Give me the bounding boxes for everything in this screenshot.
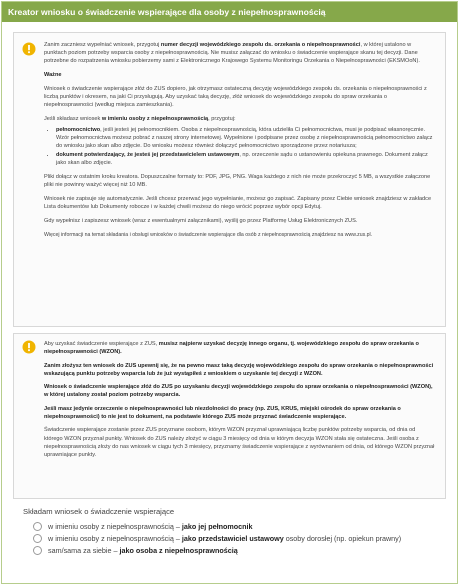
- warning-paragraph: Jeśli masz jedynie orzeczenie o niepełnosprawności lub niezdolności do pracy (np. ZUS, KRUS, miejski ośrodek do spraw orzekania o niepełnosprawności) to nie jest to dokument, na podstawie którego ZUS może przyznać świadczenie wspierające.: [44, 405, 401, 421]
- panel-title: Kreator wniosku o świadczenie wspierające dla osoby z niepełnosprawnością: [2, 2, 457, 22]
- radio-option-self[interactable]: [33, 546, 438, 555]
- radio-button[interactable]: [33, 534, 42, 543]
- warning-paragraph: Wniosek o świadczenie wspierające złóż do ZUS po uzyskaniu decyzji wojewódzkiego zespołu do spraw orzekania o niepełnosprawności (WZON), w której ustalony został poziom potrzeby wsparcia.: [44, 384, 433, 399]
- radio-label[interactable]: sam/sama za siebie – jako osoba z niepełnosprawnością: [48, 546, 238, 555]
- radio-option-legal-representative[interactable]: [33, 534, 438, 543]
- warning-icon: [22, 42, 36, 56]
- required-documents-list: [56, 126, 435, 167]
- intro-text: Zanim zaczniesz wypełniać wniosek, przygotuj numer decyzji wojewódzkiego zespołu ds. orzekania o niepełnosprawności, w której ustalono w punktach poziom potrzeby wsparcia osoby z niepełnosprawnością. Nie musisz załączać do wniosku o świadczenie wspierające skanu tej decyzji. Dane potrzebne do rozpatrzenia wniosku pobierzemy sami z Elektronicznego Krajowego Systemu Monitoringu Orzekania o Niepełnosprawności (EKSMOoN).: [44, 42, 420, 64]
- list-item: • dokument potwierdzający, że jesteś jej przedstawicielem ustawowym, np. orzeczenie sądu o ustanowieniu opiekuna prawnego. Dokument załącz jako skan albo zdjęcie.: [56, 151, 435, 167]
- list-item: • pełnomocnictwo, jeśli jesteś jej pełnomocnikiem. Osoba z niepełnosprawnością, która udzieliła Ci pełnomocnictwa, musi je podpisać własnoręcznie. Wzór pełnomocnictwa możesz pobrać z naszej strony internetowej. Wypełnione i podpisane przez osobę z niepełnosprawnością pełnomocnictwo załącz do wniosku jako skan albo zdjęcie. Do wniosku możesz również dołączyć pełnomocnictwo sporządzone przez notariusza;: [56, 126, 435, 150]
- attachments-text: Pliki dołącz w ostatnim kroku kreatora. Dopuszczalne formaty to: PDF, JPG, PNG. Waga każdego z nich nie może przekroczyć 5 MB, a wszystkie załączone pliki nie powinny ważyć więcej niż 10 MB.: [44, 174, 431, 188]
- warning-paragraph: Świadczenie wspierające zostanie przez ZUS przyznane osobom, którym WZON przyznał uprawniającą liczbę punktów potrzeby wsparcia, od dnia od którego WZON przyznał punkty. Wniosek do ZUS należy złożyć w ciągu 3 miesięcy od dnia w którym decyzja WZON stała się ostateczna. Jeśli osoba z niepełnosprawnością złoży do nas wniosek w ciągu tych 3 miesięcy, przyznamy świadczenie wspierające z wyrównaniem od dnia, od którego WZON przyznał uprawniające punkty.: [44, 427, 435, 459]
- more-info-text: Więcej informacji na temat składania i obsługi wniosków o świadczenie wspierające dla osób z niepełnosprawnością znajdziesz na www.zus.pl.: [44, 232, 373, 238]
- warning-paragraph: Aby uzyskać świadczenie wspierające z ZUS, musisz najpierw uzyskać decyzję innego organu, tj. wojewódzkiego zespołu do spraw orzekania o niepełnosprawności (WZON).: [44, 341, 419, 356]
- send-text: Gdy wypełnisz i zapiszesz wniosek (wraz z ewentualnymi załącznikami), wyślij go przez Platformę Usług Elektronicznych ZUS.: [44, 218, 358, 224]
- radio-button[interactable]: [33, 546, 42, 555]
- autosave-text: Wniosek nie zapisuje się automatycznie. Jeśli chcesz przerwać jego wypełnianie, możesz go zapisać. Zapisany przez Ciebie wniosek znajdziesz w zakładce Lista dokumentów lub Dokumenty robocze i w każdej chwili możesz do niego wrócić poprzez wybór opcji Edytuj.: [44, 196, 432, 210]
- warning-box: [13, 333, 446, 499]
- radio-option-proxy[interactable]: [33, 522, 438, 531]
- radio-label[interactable]: w imieniu osoby z niepełnosprawnością – jako jej pełnomocnik: [48, 522, 253, 531]
- warning-paragraph: Zanim złożysz ten wniosek do ZUS upewnij się, że na pewno masz taką decyzję wojewódzkiego zespołu do spraw orzekania o niepełnosprawności wskazującą punktu potrzeby wsparcia lub że już wystąpiłeś z wnioskiem o uzyskanie tej decyzji z WZON.: [44, 362, 434, 377]
- behalf-intro: Jeśli składasz wniosek w imieniu osoby z niepełnosprawnością, przygotuj:: [44, 116, 236, 122]
- radio-button[interactable]: [33, 522, 42, 531]
- applicant-type-label: Składam wniosek o świadczenie wspierające: [23, 507, 175, 516]
- important-heading: Ważne: [44, 72, 62, 78]
- radio-label[interactable]: w imieniu osoby z niepełnosprawnością – jako przedstawiciel ustawowy osoby dorosłej (np. opiekun prawny): [48, 534, 402, 543]
- warning-icon: [22, 340, 36, 354]
- important-text: Wniosek o świadczenie wspierające złóż do ZUS dopiero, jak otrzymasz ostateczną decyzję wojewódzkiego zespołu ds. orzekania o niepełnosprawności z liczbą punktów i okresem, na jaki Ci przysługują. Aby uzyskać taką decyzję, złóż wniosek do wojewódzkiego zespołu do spraw orzekania o niepełnosprawności (według miejsca zamieszkania).: [44, 86, 427, 108]
- applicant-type-radio-group: [33, 522, 438, 558]
- info-box: [13, 32, 446, 327]
